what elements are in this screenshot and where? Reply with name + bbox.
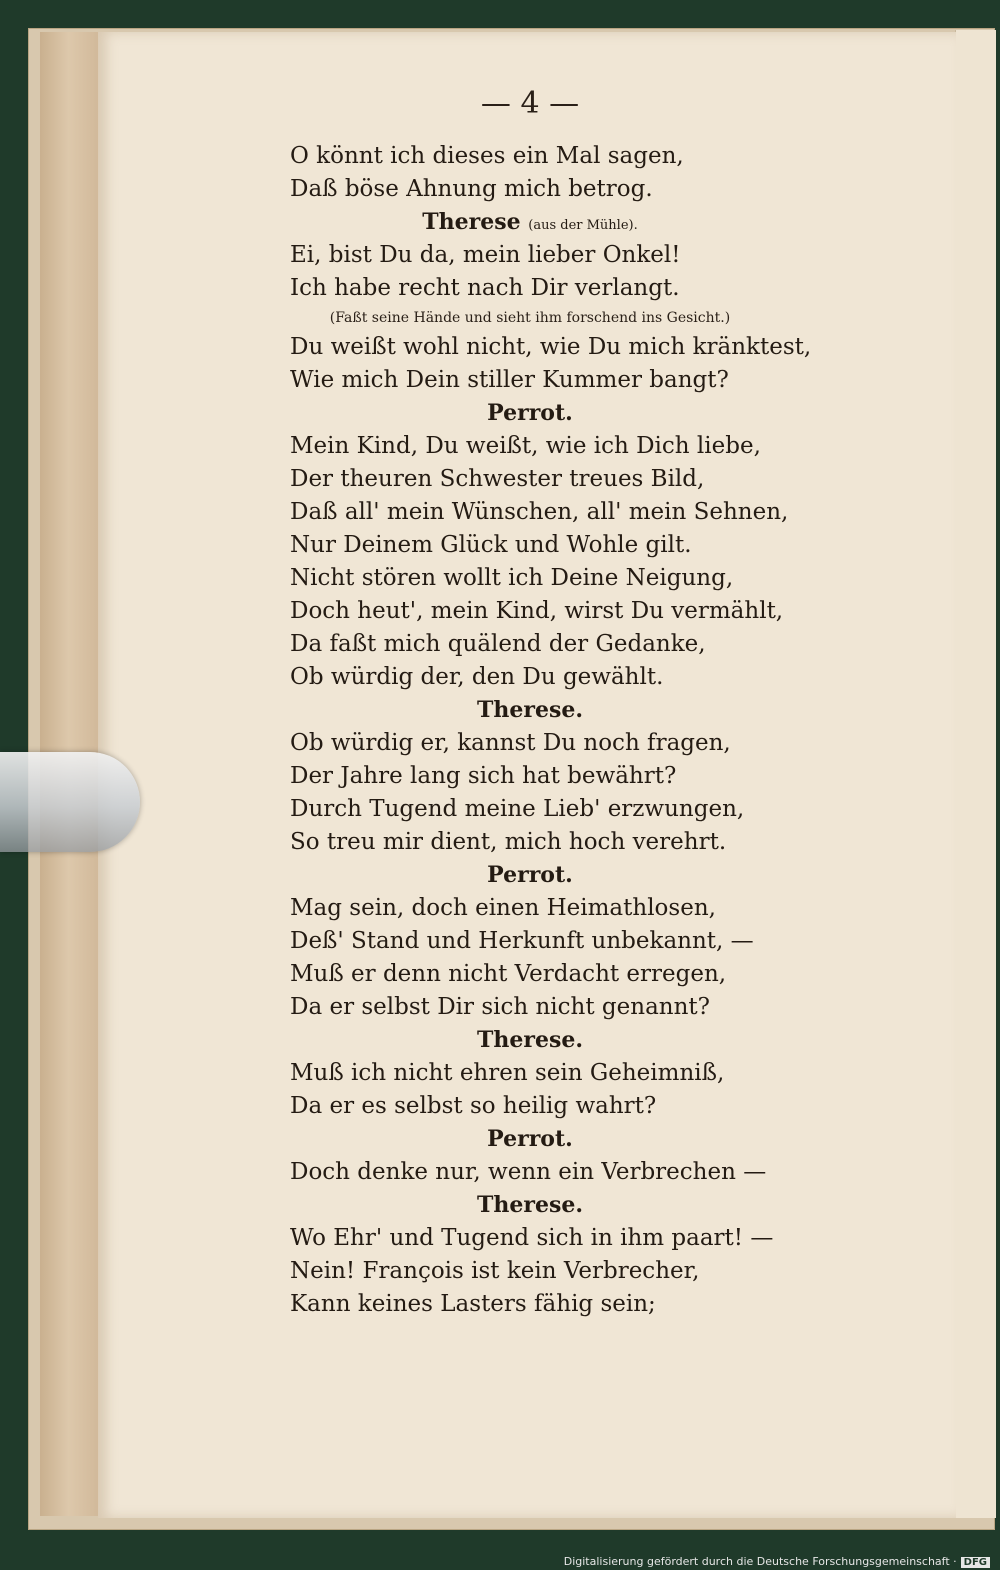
- verse-line: Nicht stören wollt ich Deine Neigung,: [290, 565, 734, 591]
- right-page-edge: [955, 30, 996, 1518]
- speaker-label: Perrot.: [487, 1126, 573, 1152]
- speaker-name: [290, 1189, 770, 1222]
- verse-line: Deß' Stand und Herkunft unbekannt, —: [290, 928, 754, 954]
- speaker-name: [290, 859, 770, 892]
- verse-line: Der Jahre lang sich hat bewährt?: [290, 763, 677, 789]
- text-block: [290, 140, 810, 1321]
- verse-line: Ei, bist Du da, mein lieber Onkel!: [290, 242, 681, 268]
- speaker-label: Perrot.: [487, 400, 573, 426]
- verse-line: Daß all' mein Wünschen, all' mein Sehnen,: [290, 499, 789, 525]
- verse-line: So treu mir dient, mich hoch verehrt.: [290, 829, 727, 855]
- verse-line: Da er selbst Dir sich nicht genannt?: [290, 994, 710, 1020]
- verse-line: Daß böse Ahnung mich betrog.: [290, 176, 653, 202]
- speaker-name: [290, 1123, 770, 1156]
- verse-line: Kann keines Lasters fähig sein;: [290, 1291, 656, 1317]
- stage-direction: (Faßt seine Hände und sieht ihm forschend ins Gesicht.): [329, 310, 731, 326]
- speaker-name: [290, 694, 770, 727]
- verse-line: Da er es selbst so heilig wahrt?: [290, 1093, 657, 1119]
- verse-line: Mag sein, doch einen Heimathlosen,: [290, 895, 716, 921]
- verse-line: Ich habe recht nach Dir verlangt.: [290, 275, 680, 301]
- dfg-logo: DFG: [961, 1557, 990, 1568]
- speaker-label: Therese: [422, 209, 521, 235]
- speaker-label: Therese.: [477, 697, 583, 723]
- speaker-name: [290, 1024, 770, 1057]
- footer-text: Digitalisierung gefördert durch die Deutsche Forschungsgemeinschaft ·: [563, 1555, 957, 1568]
- speaker-name: [290, 397, 770, 430]
- verse-line: Ob würdig er, kannst Du noch fragen,: [290, 730, 731, 756]
- stage-direction-inline: (aus der Mühle).: [528, 218, 638, 233]
- verse-line: Wo Ehr' und Tugend sich in ihm paart! —: [290, 1225, 774, 1251]
- speaker-label: Therese.: [477, 1192, 583, 1218]
- footer: [564, 1555, 990, 1568]
- glass-clip: [0, 752, 140, 852]
- verse-line: O könnt ich dieses ein Mal sagen,: [290, 143, 684, 169]
- verse-line: Durch Tugend meine Lieb' erzwungen,: [290, 796, 745, 822]
- verse-line: Mein Kind, Du weißt, wie ich Dich liebe,: [290, 433, 761, 459]
- speaker-label: Perrot.: [487, 862, 573, 888]
- page-number: — 4 —: [480, 86, 580, 121]
- verse-line: Wie mich Dein stiller Kummer bangt?: [290, 367, 729, 393]
- verse-line: Ob würdig der, den Du gewählt.: [290, 664, 664, 690]
- verse-line: Nur Deinem Glück und Wohle gilt.: [290, 532, 692, 558]
- verse-line: Muß er denn nicht Verdacht erregen,: [290, 961, 727, 987]
- verse-line: Der theuren Schwester treues Bild,: [290, 466, 705, 492]
- verse-line: Da faßt mich quälend der Gedanke,: [290, 631, 706, 657]
- speaker-name: [290, 206, 770, 239]
- verse-line: Muß ich nicht ehren sein Geheimniß,: [290, 1060, 725, 1086]
- verse-line: Doch denke nur, wenn ein Verbrechen —: [290, 1159, 767, 1185]
- verse-line: Du weißt wohl nicht, wie Du mich kränktest,: [290, 334, 812, 360]
- speaker-label: Therese.: [477, 1027, 583, 1053]
- verse-line: Doch heut', mein Kind, wirst Du vermählt,: [290, 598, 784, 624]
- verse-line: Nein! François ist kein Verbrecher,: [290, 1258, 700, 1284]
